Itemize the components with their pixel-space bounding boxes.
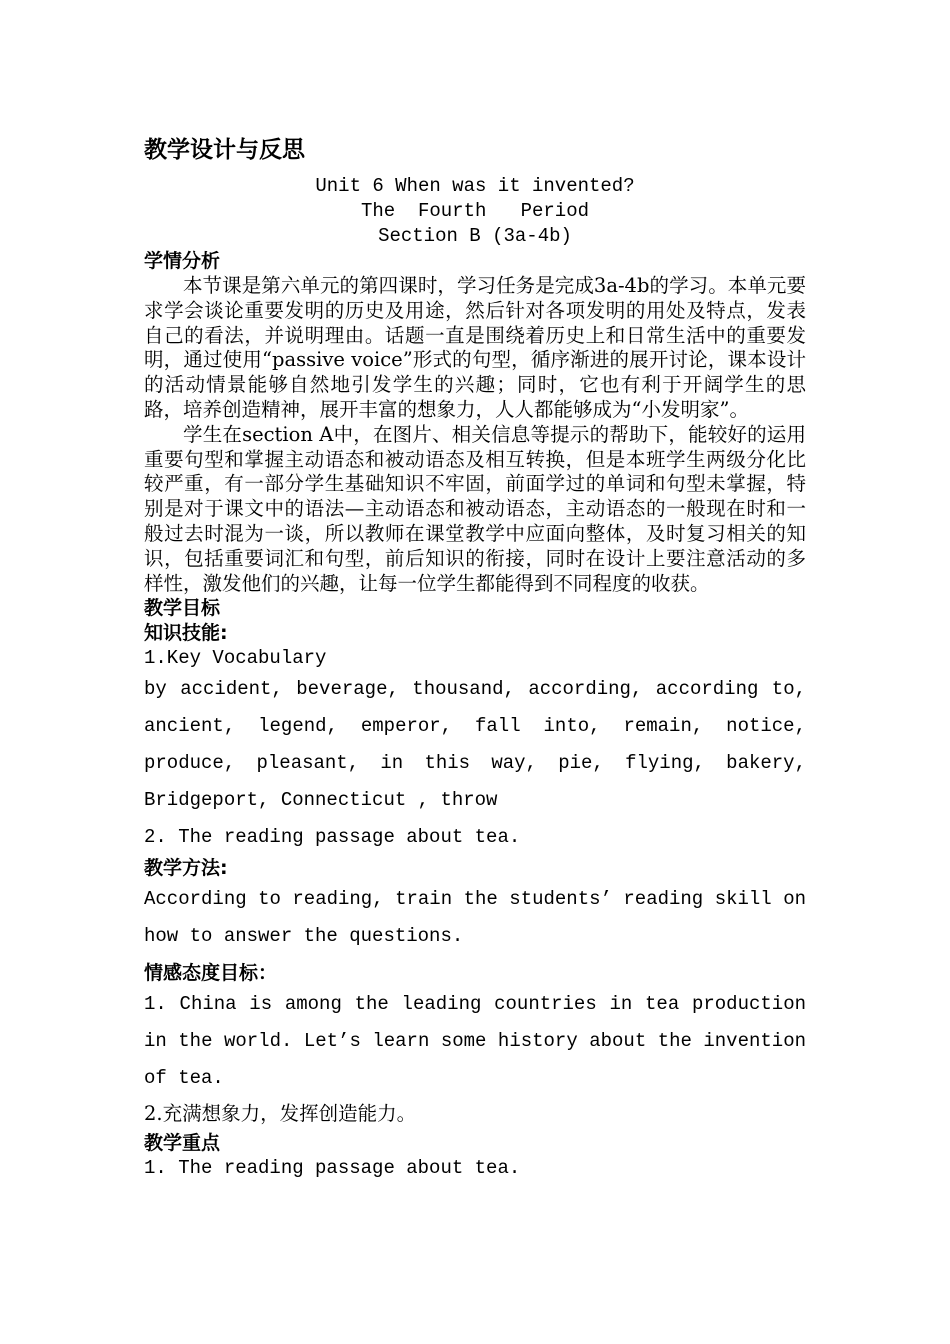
emotion-line: of tea.	[144, 1067, 224, 1090]
key-points-item-1: 1. The reading passage about tea.	[144, 1157, 521, 1180]
analysis-paragraph-1: 本节课是第六单元的第四课时，学习任务是完成3a-4b的学习。本单元要求学会谈论重要发明的历史及用途，然后针对各项发明的用处及特点，发表自己的看法，并说明理由。话题一直是围绕着历史上和日常生活中的重要发明，通过使用“passive voice”形式的句型，循序渐进的展开讨论，课本设计的活动情景能够自然地引发学生的兴趣；同时，它也有利于开阔学生的思路，培养创造精神，展开丰富的想象力，人人都能够成为“小发明家”。	[144, 274, 806, 421]
section-line: Section B (3a-4b)	[378, 225, 572, 247]
emotion-line: 1. China is among the leading countries in tea production	[144, 993, 806, 1016]
vocab-line: Bridgeport, Connecticut , throw	[144, 789, 498, 812]
goals-item-2: 2. The reading passage about tea.	[144, 826, 521, 849]
heading-method: 教学方法:	[144, 857, 228, 880]
heading-analysis: 学情分析	[144, 250, 221, 272]
vocab-line: by accident, beverage, thousand, according, according to,	[144, 678, 806, 701]
emotion-line: in the world. Let’s learn some history about the invention	[144, 1030, 806, 1053]
emotion-item-2: 2.充满想象力，发挥创造能力。	[144, 1102, 417, 1126]
vocab-line: ancient, legend, emperor, fall into, remain, notice,	[144, 715, 806, 738]
method-line: According to reading, train the students’ reading skill on	[144, 888, 806, 911]
vocab-line: produce, pleasant, in this way, pie, flying, bakery,	[144, 752, 806, 775]
heading-goals: 教学目标	[144, 597, 221, 620]
document-title: 教学设计与反思	[144, 137, 305, 163]
unit-line: Unit 6 When was it invented?	[315, 175, 635, 197]
heading-key-points: 教学重点	[144, 1132, 221, 1155]
vocab-title: 1.Key Vocabulary	[144, 647, 327, 670]
method-line: how to answer the questions.	[144, 925, 464, 948]
period-line: The Fourth Period	[360, 200, 590, 222]
analysis-paragraph-2: 学生在section A中，在图片、相关信息等提示的帮助下，能较好的运用重要句型和掌握主动语态和被动语态及相互转换，但是本班学生两级分化比较严重，有一部分学生基础知识不牢固，前面学过的单词和句型未掌握，特别是对于课文中的语法—主动语态和被动语态，主动语态的一般现在时和一般过去时混为一谈，所以教师在课堂教学中应面向整体，及时复习相关的知识，包括重要词汇和句型，前后知识的衔接，同时在设计上要注意活动的多样性，激发他们的兴趣，让每一位学生都能得到不同程度的收获。	[144, 422, 806, 595]
document-body	[144, 134, 806, 1181]
heading-knowledge-skills: 知识技能:	[144, 622, 228, 645]
heading-emotion: 情感态度目标：	[144, 962, 278, 985]
